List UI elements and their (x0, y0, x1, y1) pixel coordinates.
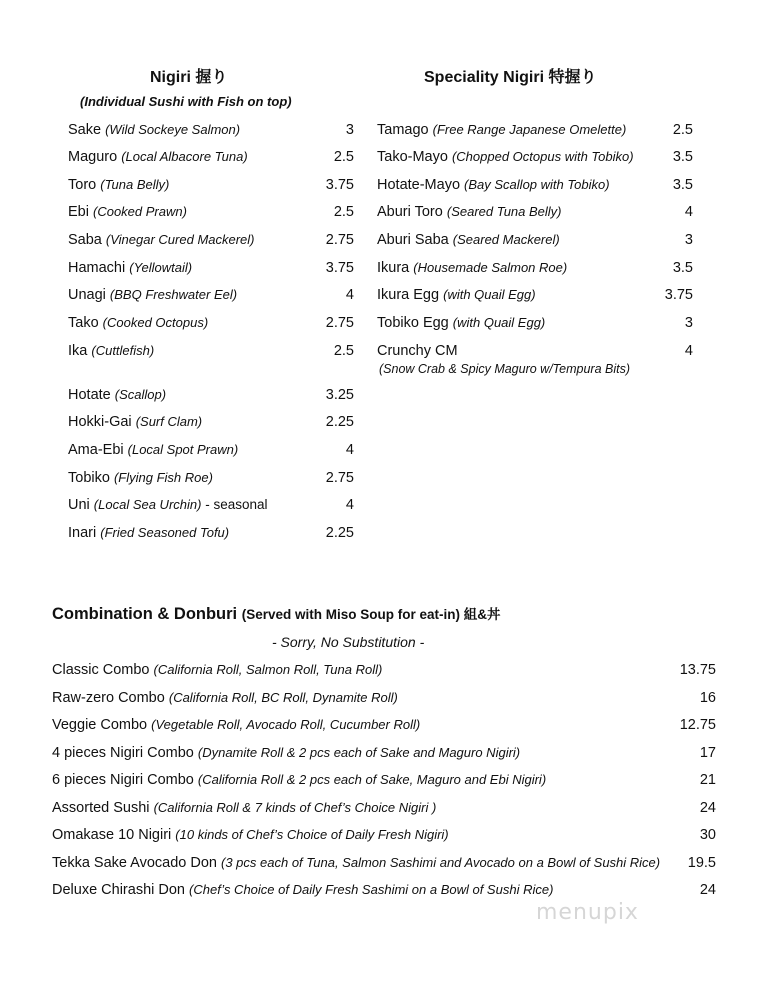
menu-item (377, 286, 536, 304)
item-description: (Surf Clam) (135, 414, 203, 429)
item-price: 19.5 (687, 855, 716, 871)
item-price: 21 (699, 772, 716, 788)
item-description: (Cooked Prawn) (93, 204, 187, 219)
item-price: 24 (699, 800, 716, 816)
menu-item (68, 524, 229, 542)
combo-title: Combination & Donburi (52, 605, 238, 623)
menu-item (68, 314, 208, 332)
item-description: (Local Spot Prawn) (127, 442, 239, 457)
menu-item (68, 386, 166, 404)
item-price: 3.75 (325, 260, 354, 276)
item-name: Tako-Mayo (377, 149, 448, 165)
item-name: Tekka Sake Avocado Don (52, 855, 217, 871)
item-description: (Vegetable Roll, Avocado Roll, Cucumber Roll) (151, 717, 421, 732)
item-name: Tamago (377, 122, 429, 138)
item-price: 3.75 (325, 177, 354, 193)
item-description: (Fried Seasoned Tofu) (100, 525, 230, 540)
item-subdescription: (Snow Crab & Spicy Maguro w/Tempura Bits) (379, 362, 631, 376)
item-name: Tobiko (68, 470, 110, 486)
menu-item (377, 342, 458, 360)
menu-item (377, 203, 562, 221)
item-price: 2.75 (325, 315, 354, 331)
item-description: (Wild Sockeye Salmon) (105, 122, 241, 137)
item-name: Deluxe Chirashi Don (52, 882, 185, 898)
item-price: 4 (684, 343, 693, 359)
item-price: 30 (699, 827, 716, 843)
item-price: 4 (345, 442, 354, 458)
no-substitution-note: - Sorry, No Substitution - (272, 634, 425, 650)
item-price: 3 (684, 232, 693, 248)
item-description: (Seared Mackerel) (452, 232, 560, 247)
menu-item (377, 121, 626, 139)
item-description: (with Quail Egg) (443, 287, 536, 302)
item-note: - seasonal (201, 497, 268, 512)
menu-item (68, 441, 238, 459)
item-description: (Bay Scallop with Tobiko) (464, 177, 610, 192)
item-price: 3.5 (672, 149, 693, 165)
item-description: (Cooked Octopus) (102, 315, 209, 330)
item-description: (Seared Tuna Belly) (446, 204, 562, 219)
menu-item (68, 203, 187, 221)
item-name: Hotate (68, 387, 111, 403)
item-price: 12.75 (679, 717, 716, 733)
item-price: 2.5 (333, 204, 354, 220)
item-name: Ika (68, 343, 88, 359)
item-price: 4 (684, 204, 693, 220)
item-description: (California Roll, BC Roll, Dynamite Roll) (168, 690, 398, 705)
item-name: Sake (68, 122, 102, 138)
item-price: 3.5 (672, 177, 693, 193)
item-name: Tako (68, 315, 99, 331)
item-price: 3 (684, 315, 693, 331)
menu-item (52, 881, 553, 899)
item-name: Ikura Egg (377, 287, 440, 303)
menu-item (68, 413, 202, 431)
item-name: Uni (68, 497, 90, 513)
item-price: 2.5 (333, 343, 354, 359)
menu-item (68, 496, 268, 514)
menu-item (377, 176, 610, 194)
item-description: (3 pcs each of Tuna, Salmon Sashimi and Avocado on a Bowl of Sushi Rice) (221, 855, 661, 870)
item-price: 24 (699, 882, 716, 898)
item-name: Saba (68, 232, 102, 248)
item-description: (Scallop) (114, 387, 167, 402)
item-price: 2.25 (325, 525, 354, 541)
menu-item (52, 744, 520, 762)
menu-item (52, 854, 660, 872)
item-price: 2.25 (325, 414, 354, 430)
item-description: (Cuttlefish) (91, 343, 155, 358)
item-name: 6 pieces Nigiri Combo (52, 772, 194, 788)
item-name: Ikura (377, 260, 410, 276)
item-description: (Housemade Salmon Roe) (413, 260, 568, 275)
item-description: (California Roll & 2 pcs each of Sake, Maguro and Ebi Nigiri) (197, 772, 547, 787)
item-description: (California Roll, Salmon Roll, Tuna Roll) (153, 662, 383, 677)
item-name: Raw-zero Combo (52, 690, 165, 706)
combo-heading (52, 603, 501, 624)
menu-item (68, 469, 213, 487)
item-description: (Local Albacore Tuna) (121, 149, 248, 164)
item-name: Veggie Combo (52, 717, 148, 733)
item-price: 2.5 (333, 149, 354, 165)
menu-item (52, 771, 546, 789)
menu-item (52, 689, 398, 707)
menu-item (377, 231, 560, 249)
item-description: (Free Range Japanese Omelette) (432, 122, 627, 137)
menu-item (377, 148, 634, 166)
item-description: (10 kinds of Chef’s Choice of Daily Fresh Nigiri) (175, 827, 449, 842)
item-name: Assorted Sushi (52, 800, 150, 816)
item-price: 3.5 (672, 260, 693, 276)
item-name: Omakase 10 Nigiri (52, 827, 172, 843)
item-name: Hotate-Mayo (377, 177, 461, 193)
menu-item (68, 148, 248, 166)
item-price: 3.25 (325, 387, 354, 403)
item-price: 16 (699, 690, 716, 706)
menu-item (52, 661, 382, 679)
item-description: (Dynamite Roll & 2 pcs each of Sake and Maguro Nigiri) (197, 745, 521, 760)
item-price: 3.75 (664, 287, 693, 303)
nigiri-title: Nigiri 握り (150, 69, 228, 86)
menu-item (68, 286, 237, 304)
menu-item (68, 176, 169, 194)
speciality-title: Speciality Nigiri 特握り (424, 69, 597, 86)
menu-item (68, 121, 240, 139)
item-description: (California Roll & 7 kinds of Chef’s Choice Nigiri ) (153, 800, 437, 815)
item-name: Hamachi (68, 260, 126, 276)
item-name: Unagi (68, 287, 106, 303)
item-name: Ama-Ebi (68, 442, 124, 458)
item-description: (Flying Fish Roe) (113, 470, 213, 485)
item-name: Crunchy CM (377, 343, 458, 359)
item-description: (Chef’s Choice of Daily Fresh Sashimi on a Bowl of Sushi Rice) (189, 882, 554, 897)
item-description: (Vinegar Cured Mackerel) (105, 232, 255, 247)
item-name: Aburi Toro (377, 204, 443, 220)
menu-item (52, 799, 436, 817)
menu-item (68, 231, 255, 249)
item-name: Tobiko Egg (377, 315, 449, 331)
item-price: 2.5 (672, 122, 693, 138)
item-price: 17 (699, 745, 716, 761)
item-name: Aburi Saba (377, 232, 449, 248)
item-name: Toro (68, 177, 97, 193)
item-description: (Chopped Octopus with Tobiko) (451, 149, 634, 164)
item-name: Ebi (68, 204, 89, 220)
item-name: Inari (68, 525, 97, 541)
item-description: (with Quail Egg) (452, 315, 546, 330)
item-name: 4 pieces Nigiri Combo (52, 745, 194, 761)
item-price: 3 (345, 122, 354, 138)
item-description: (BBQ Freshwater Eel) (109, 287, 238, 302)
item-price: 13.75 (679, 662, 716, 678)
item-description: (Local Sea Urchin) (93, 497, 202, 512)
watermark: menupix (536, 900, 639, 925)
item-price: 2.75 (325, 232, 354, 248)
item-name: Hokki-Gai (68, 414, 132, 430)
menu-item (68, 342, 154, 360)
item-price: 2.75 (325, 470, 354, 486)
menu-item (52, 826, 449, 844)
menu-item (68, 259, 192, 277)
combo-note: (Served with Miso Soup for eat-in) 組&丼 (241, 607, 501, 622)
item-description: (Tuna Belly) (100, 177, 170, 192)
item-name: Classic Combo (52, 662, 150, 678)
menu-item (377, 259, 567, 277)
menu-item (377, 314, 545, 332)
item-name: Maguro (68, 149, 118, 165)
item-price: 4 (345, 287, 354, 303)
menu-item (52, 716, 420, 734)
nigiri-subtitle: (Individual Sushi with Fish on top) (80, 94, 292, 109)
item-description: (Yellowtail) (129, 260, 193, 275)
item-price: 4 (345, 497, 354, 513)
